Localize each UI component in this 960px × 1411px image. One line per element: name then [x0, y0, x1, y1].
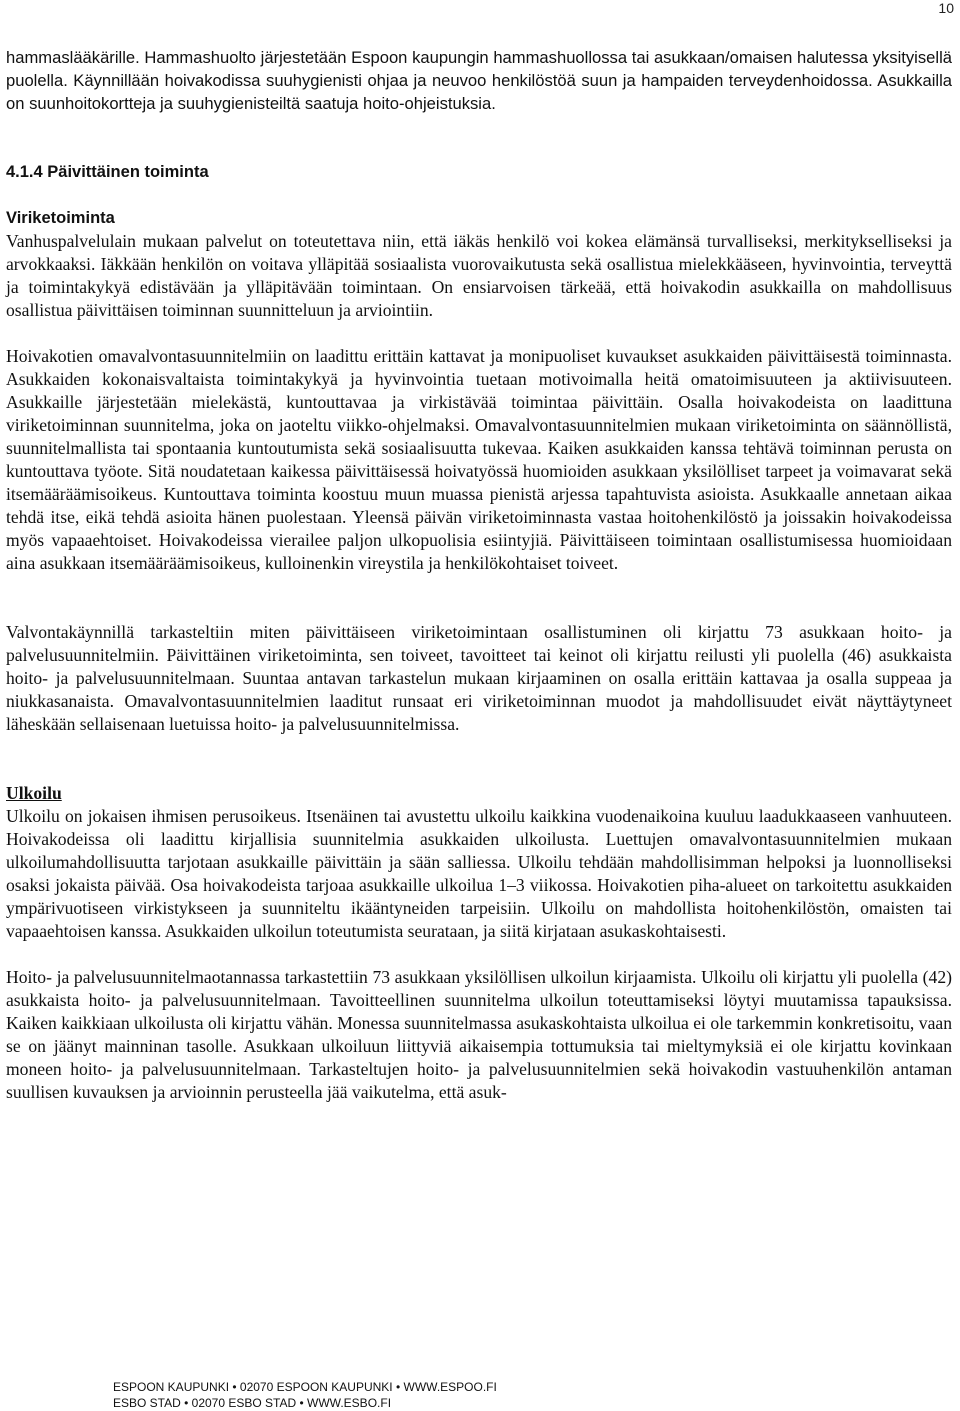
section-heading: 4.1.4 Päivittäinen toiminta [6, 163, 209, 181]
viriketoiminta-paragraph-1: Vanhuspalvelulain mukaan palvelut on toteutettava niin, että iäkäs henkilö voi kokea elämänsä turvalliseksi, merkitykselliseksi ja arvokkaaksi. Iäkkään henkilön on voitava ylläpitää sosiaalista vuorovaikutusta sekä osallistua mielekkääseen, hyvinvointia, terveyttä ja toimintakykyä edistävään ja ylläpitävään toimintaan. On ensiarvoisen tärkeää, että hoivakodin asukkailla on mahdollisuus osallistua päivittäisen toiminnan suunnitteluun ja arviointiin. [6, 231, 952, 320]
spacer [6, 943, 952, 966]
ulkoilu-heading: Ulkoilu [6, 783, 62, 803]
page-number: 10 [938, 0, 954, 16]
ulkoilu-paragraph-1: Ulkoilu on jokaisen ihmisen perusoikeus. Itsenäinen tai avustettu ulkoilu kaikkina vuodenaikoina kuuluu laadukkaaseen vanhuuteen. Hoivakodeissa oli laadittu kirjallisia suunnitelmia asukkaiden ulkoilusta. Luettujen omavalvontasuunnitelmien mukaan ulkoilumahdollisuutta tarjotaan asukkaille päivittäin ja sään salliessa. Ulkoilu tehdään mahdollisimman helpoksi ja luonnolliseksi osaksi jokaista päivää. Osa hoivakodeista tarjoaa asukkaille ulkoilua 1–3 viikossa. Hoivakotien piha-alueet on tarkoitettu asukkaiden ympärivuotiseen virkistykseen ja suunniteltu ikääntyneiden tarpeisiin. Ulkoilu on mahdollista hoitohenkilöstön, omaisten tai vapaaehtoisen kanssa. Asukkaiden ulkoilun toteutumista seurataan, ja siitä kirjataan asukaskohtaisesti. [6, 806, 952, 941]
viriketoiminta-heading: Viriketoiminta [6, 209, 115, 227]
ulkoilu-paragraph-2: Hoito- ja palvelusuunnitelmaotannassa tarkastettiin 73 asukkaan yksilöllisen ulkoilun kirjaamista. Ulkoilu oli kirjattu yli puolella (42) asukkaista hoito- ja palvelusuunnitelmaan. Tavoitteellinen suunnitelma ulkoilun toteuttamiseksi löytyi muutamissa tapauksissa. Kaiken kaikkiaan ulkoilusta oli kirjattu vähän. Monessa suunnitelmassa asukaskohtaista ulkoilua ei ole tarkemmin konkretisoitu, vaan se on jäänyt mainninan tasolle. Asukkaan ulkoiluun liittyviä aikaisempia tottumuksia tai mieltymyksiä ei ole kirjattu kovinkaan moneen hoito- ja palvelusuunnitelmaan. Tarkasteltujen hoito- ja palvelusuunnitelmien sekä hoivakodin vastuuhenkilön antaman suullisen kuvauksen ja arvioinnin perusteella jää vaikutelma, että asuk- [6, 967, 952, 1102]
spacer [6, 322, 952, 345]
spacer [6, 736, 952, 782]
viriketoiminta-paragraph-2: Hoivakotien omavalvontasuunnitelmiin on laadittu erittäin kattavat ja monipuoliset kuvaukset asukkaiden päivittäisestä toiminnasta. Asukkaiden kokonaisvaltaista toimintakykyä ja hyvinvointia tuetaan motivoimalla heitä omatoimisuuteen ja aktiivisuuteen. Asukkaille järjestetään mielekästä, kuntouttavaa ja virkistävää toimintaa päivittäin. Osalla hoivakodeista on laadittuna viriketoiminnan suunnitelma, joka on jaoteltu viikko-ohjelmaksi. Omavalvontasuunnitelmien mukaan viriketoiminta on säännöllistä, suunnitelmallista tai spontaania kuntoutumista sekä sosiaalisuutta tukevaa. Kaiken asukkaiden kanssa tehtävä toiminnan perusta on kuntouttava työote. Sitä noudatetaan kaikessa päivittäisessä hoivatyössä huomioiden asukkaan yksilölliset tarpeet ja voimavarat sekä itsemääräämisoikeus. Kuntouttava toiminta koostuu muun muassa pienistä arjessa tapahtuvista asioista. Asukkaalle annetaan aikaa tehdä itse, eikä tehdä asioita hänen puolestaan. Yleensä päivän viriketoiminnasta vastaa hoitohenkilöstö ja joissakin hoivakodeissa myös vapaaehtoiset. Hoivakodeissa vierailee paljon ulkopuolisia esiintyjiä. Päivittäiseen toimintaan osallistumisessa huomioidaan aina asukkaan itsemääräämisoikeus, kulloinenkin vireystila ja henkilökohtaiset toiveet. [6, 346, 952, 573]
spacer [6, 575, 952, 621]
footer-line-sv: ESBO STAD • 02070 ESBO STAD • WWW.ESBO.FI [113, 1396, 392, 1410]
intro-paragraph: hammaslääkärille. Hammashuolto järjestetään Espoon kaupungin hammashuollossa tai asukkaan/omaisen halutessa yksityisellä puolella. Käynnillään hoivakodissa suuhygienisti ohjaa ja neuvoo henkilöstöä suun ja hampaiden terveydenhoidossa. Asukkailla on suunhoitokortteja ja suuhygienisteiltä saatuja hoito-ohjeistuksia. [6, 48, 952, 113]
page-footer [113, 1379, 497, 1411]
spacer [6, 115, 952, 161]
viriketoiminta-paragraph-3: Valvontakäynnillä tarkasteltiin miten päivittäiseen viriketoimintaan osallistuminen oli kirjattu 73 asukkaan hoito- ja palvelusuunnitelmiin. Päivittäinen viriketoiminta, sen toiveet, tavoitteet tai keinot oli kirjattu reilusti yli puolella (46) asukkaista hoito- ja palvelusuunnitelmaan. Suuntaa antavan tarkastelun mukaan kirjaaminen on osalla erittäin kattavaa ja osalla suppeaa ja niukkasanaista. Omavalvontasuunnitelmien laaditut runsaat eri viriketoiminnan muodot ja mahdollisuudet eivät näyttäytyneet läheskään sellaisenaan luetuissa hoito- ja palvelusuunnitelmissa. [6, 622, 952, 734]
spacer [6, 184, 952, 207]
document-body [6, 46, 952, 1104]
footer-line-fi: ESPOON KAUPUNKI • 02070 ESPOON KAUPUNKI • WWW.ESPOO.FI [113, 1380, 497, 1394]
